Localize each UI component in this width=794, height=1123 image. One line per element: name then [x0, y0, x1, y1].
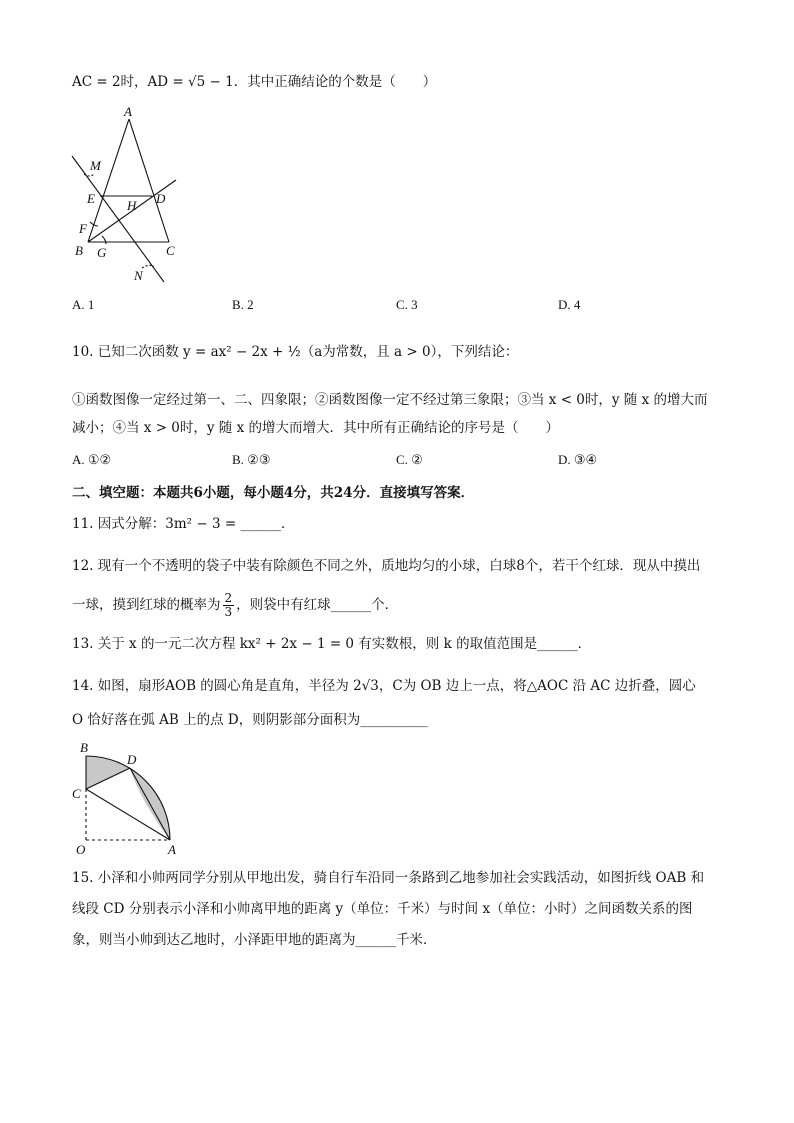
q12-frac-num: 2: [224, 591, 233, 605]
q14-sector-figure: [70, 740, 190, 860]
q13-text: 13. 关于 x 的一元二次方程 kx² + 2x − 1 = 0 有实数根，则 k 的取值范围是______．: [72, 636, 592, 652]
q9-option-a: A. 1: [72, 297, 95, 312]
q12-line1: 12. 现有一个不透明的袋子中装有除颜色不同之外，质地均匀的小球，白球8个，若干个红球．现从中摸出: [72, 558, 701, 574]
q15-line3: 象，则当小帅到达乙地时，小泽距甲地的距离为______千米．: [72, 932, 437, 948]
q10-option-b: B. ②③: [232, 452, 271, 467]
label-A: A: [124, 104, 132, 119]
q9-stem-tail: AC = 2时，AD = √5 − 1．其中正确结论的个数是（ ）: [72, 74, 437, 90]
q10-line2: 减小；④当 x > 0时，y 随 x 的增大而增大．其中所有正确结论的序号是（ ）: [72, 420, 560, 436]
q11-text: 11. 因式分解：3m² − 3 = ______．: [72, 516, 295, 532]
q15-line2: 线段 CD 分别表示小泽和小帅离甲地的距离 y（单位：千米）与时间 x（单位：小时）之间函数关系的图: [72, 901, 693, 917]
label-E: E: [87, 191, 95, 206]
label-B: B: [80, 740, 88, 755]
section-heading: 二、填空题：本题共6小题，每小题4分，共24分．直接填写答案．: [72, 485, 475, 501]
label-G: G: [97, 245, 107, 260]
q10-option-c: C. ②: [396, 452, 423, 467]
label-B: B: [75, 243, 83, 258]
label-N: N: [134, 268, 143, 283]
q12-fraction: [223, 592, 235, 619]
label-O: O: [76, 842, 86, 857]
q12-line2-pre: 一球，摸到红球的概率为: [72, 597, 221, 613]
label-M: M: [90, 158, 101, 173]
q10-stem: 10. 已知二次函数 y = ax² − 2x + ½（a为常数，且 a > 0），下列结论：: [72, 344, 519, 360]
q9-triangle-figure: [66, 104, 186, 289]
q12-line2: [72, 592, 398, 619]
q9-option-c: C. 3: [396, 297, 418, 312]
label-C: C: [166, 243, 175, 258]
q9-option-b: B. 2: [232, 297, 254, 312]
q15-line1: 15. 小泽和小帅两同学分别从甲地出发，骑自行车沿同一条路到乙地参加社会实践活动，如图折线 OAB 和: [72, 870, 705, 886]
q12-frac-den: 3: [224, 605, 233, 619]
q12-line2-post: ，则袋中有红球______个．: [236, 597, 399, 613]
q10-option-d: D. ③④: [558, 452, 598, 467]
label-D: D: [156, 191, 166, 206]
label-A: A: [168, 842, 176, 857]
label-F: F: [79, 221, 87, 236]
label-H: H: [127, 198, 137, 213]
q10-line1: ①函数图像一定经过第一、二、四象限；②函数图像一定不经过第三象限；③当 x < 0时，y 随 x 的增大而: [72, 392, 708, 408]
label-D: D: [127, 752, 137, 767]
q9-option-d: D. 4: [558, 297, 581, 312]
q14-line1: 14. 如图，扇形AOB 的圆心角是直角，半径为 2√3，C为 OB 边上一点，将△AOC 沿 AC 边折叠，圆心: [72, 678, 696, 694]
q10-option-a: A. ①②: [72, 452, 112, 467]
label-C: C: [72, 786, 81, 801]
q14-line2: O 恰好落在弧 AB 上的点 D，则阴影部分面积为__________: [72, 712, 428, 728]
